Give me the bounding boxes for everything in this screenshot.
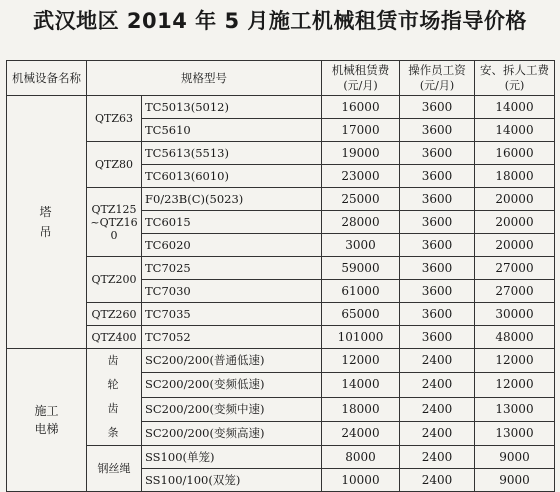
model-cell: TC5613(5513) — [142, 142, 322, 165]
model-cell: TC6015 — [142, 211, 322, 234]
series-qtz125-160: QTZ125~QTZ160 — [87, 188, 142, 257]
rent-cell: 12000 — [322, 349, 400, 373]
install-cell: 13000 — [475, 421, 555, 445]
rent-cell: 28000 — [322, 211, 400, 234]
model-cell: TC5013(5012) — [142, 96, 322, 119]
wage-cell: 3600 — [400, 303, 475, 326]
series-qtz400: QTZ400 — [87, 326, 142, 349]
wage-cell: 3600 — [400, 119, 475, 142]
page-title: 武汉地区 2014 年 5 月施工机械租赁市场指导价格 — [33, 9, 527, 33]
rent-cell: 16000 — [322, 96, 400, 119]
wage-cell: 2400 — [400, 421, 475, 445]
group-construction-elevator: 施工电梯 — [7, 349, 87, 492]
rent-cell: 24000 — [322, 421, 400, 445]
model-cell: SS100/100(双笼) — [142, 469, 322, 492]
model-cell: TC7030 — [142, 280, 322, 303]
model-cell: TC7052 — [142, 326, 322, 349]
install-cell: 27000 — [475, 280, 555, 303]
series-gear-rack: 齿轮齿条 — [87, 349, 142, 446]
install-cell: 9000 — [475, 446, 555, 469]
series-qtz63: QTZ63 — [87, 96, 142, 142]
install-cell: 20000 — [475, 211, 555, 234]
model-cell: SS100(单笼) — [142, 446, 322, 469]
table-row — [7, 142, 555, 165]
header-rent: 机械租赁费 (元/月) — [322, 61, 400, 96]
rent-cell: 101000 — [322, 326, 400, 349]
header-operator-wage: 操作员工资 (元/月) — [400, 61, 475, 96]
wage-cell: 3600 — [400, 142, 475, 165]
install-cell: 27000 — [475, 257, 555, 280]
series-qtz200: QTZ200 — [87, 257, 142, 303]
model-cell: TC7035 — [142, 303, 322, 326]
table-row — [7, 326, 555, 349]
table-header-row — [7, 61, 555, 96]
install-cell: 12000 — [475, 373, 555, 397]
rent-cell: 25000 — [322, 188, 400, 211]
install-cell: 14000 — [475, 96, 555, 119]
install-cell: 18000 — [475, 165, 555, 188]
install-cell: 12000 — [475, 349, 555, 373]
model-cell: TC6020 — [142, 234, 322, 257]
rent-cell: 10000 — [322, 469, 400, 492]
model-cell: TC7025 — [142, 257, 322, 280]
model-cell: TC6013(6010) — [142, 165, 322, 188]
model-cell: SC200/200(变频中速) — [142, 397, 322, 421]
header-install-fee: 安、拆人工费 (元) — [475, 61, 555, 96]
header-equipment-name: 机械设备名称 — [7, 61, 87, 96]
table-row — [7, 96, 555, 119]
wage-cell: 3600 — [400, 165, 475, 188]
wage-cell: 3600 — [400, 326, 475, 349]
wage-cell: 2400 — [400, 349, 475, 373]
wage-cell: 2400 — [400, 446, 475, 469]
install-cell: 20000 — [475, 234, 555, 257]
group-tower-crane: 塔吊 — [7, 96, 87, 349]
rent-cell: 17000 — [322, 119, 400, 142]
wage-cell: 3600 — [400, 211, 475, 234]
model-cell: F0/23B(C)(5023) — [142, 188, 322, 211]
rent-cell: 18000 — [322, 397, 400, 421]
rent-cell: 65000 — [322, 303, 400, 326]
table-row — [7, 349, 555, 373]
wage-cell: 2400 — [400, 397, 475, 421]
table-row — [7, 188, 555, 211]
rent-cell: 23000 — [322, 165, 400, 188]
rent-cell: 61000 — [322, 280, 400, 303]
wage-cell: 2400 — [400, 373, 475, 397]
rent-cell: 8000 — [322, 446, 400, 469]
series-qtz80: QTZ80 — [87, 142, 142, 188]
price-table — [6, 60, 555, 492]
wage-cell: 3600 — [400, 280, 475, 303]
install-cell: 48000 — [475, 326, 555, 349]
install-cell: 14000 — [475, 119, 555, 142]
rent-cell: 59000 — [322, 257, 400, 280]
wage-cell: 2400 — [400, 469, 475, 492]
header-spec: 规格型号 — [87, 61, 322, 96]
install-cell: 9000 — [475, 469, 555, 492]
series-qtz260: QTZ260 — [87, 303, 142, 326]
install-cell: 30000 — [475, 303, 555, 326]
wage-cell: 3600 — [400, 188, 475, 211]
model-cell: SC200/200(变频高速) — [142, 421, 322, 445]
model-cell: TC5610 — [142, 119, 322, 142]
rent-cell: 19000 — [322, 142, 400, 165]
model-cell: SC200/200(普通低速) — [142, 349, 322, 373]
install-cell: 16000 — [475, 142, 555, 165]
rent-cell: 14000 — [322, 373, 400, 397]
install-cell: 20000 — [475, 188, 555, 211]
wage-cell: 3600 — [400, 257, 475, 280]
model-cell: SC200/200(变频低速) — [142, 373, 322, 397]
table-row — [7, 446, 555, 469]
table-row — [7, 257, 555, 280]
install-cell: 13000 — [475, 397, 555, 421]
wage-cell: 3600 — [400, 234, 475, 257]
table-row — [7, 303, 555, 326]
wage-cell: 3600 — [400, 96, 475, 119]
series-wire-rope: 钢丝绳 — [87, 446, 142, 492]
rent-cell: 3000 — [322, 234, 400, 257]
